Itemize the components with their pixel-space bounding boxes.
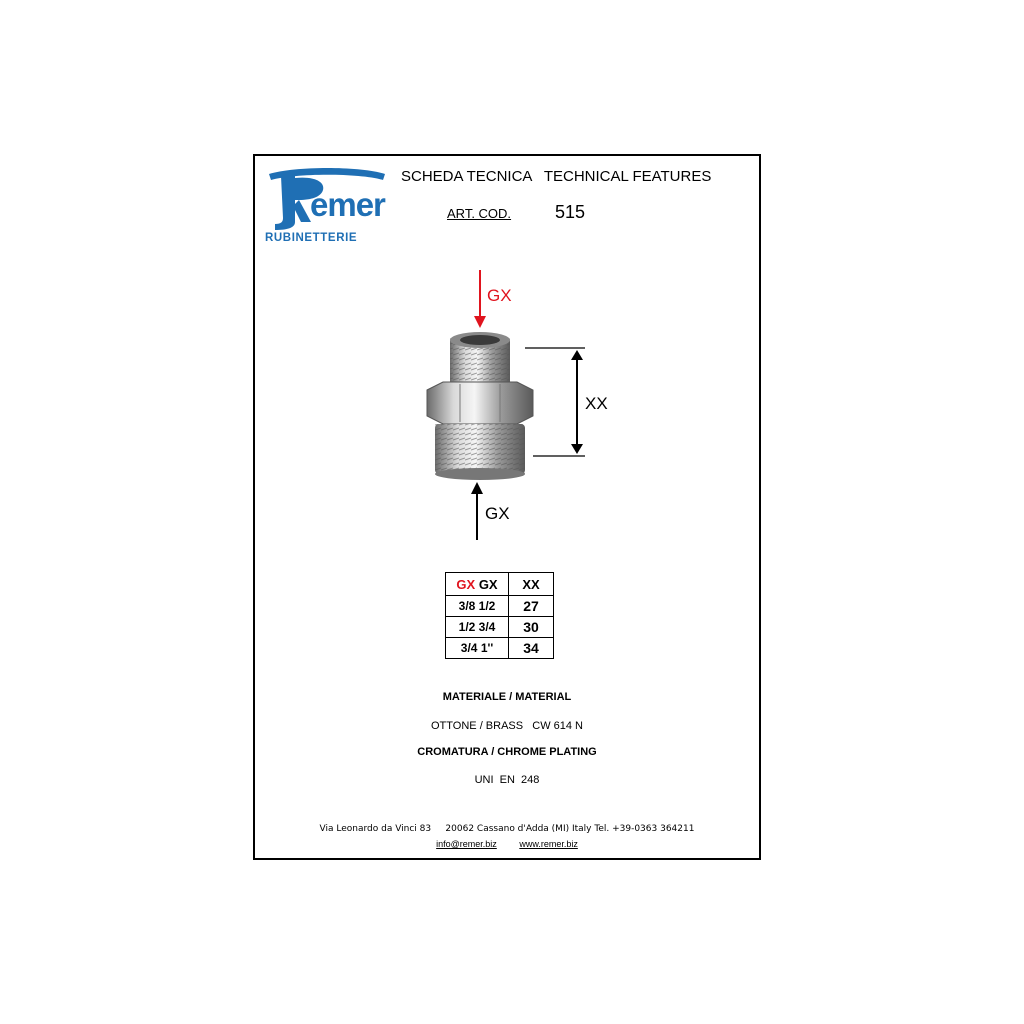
gx-header: GX GX [446,573,509,596]
technical-sheet [253,154,761,860]
material-heading: MATERIALE / MATERIAL [442,691,572,703]
logo-brand-text: emer [310,186,385,223]
table-row [446,596,554,617]
table-row [446,638,554,659]
top-gx-label: GX [487,286,512,305]
material-value: OTTONE / BRASS CW 614 N [431,720,583,732]
xx-header: XX [509,573,554,596]
xx-cell: 27 [509,596,554,617]
sizes-table [445,572,554,659]
email-link[interactable]: info@remer.biz [436,839,497,849]
footer-links [255,839,759,849]
art-code-label: ART. COD. [447,206,512,221]
plating-value: UNI EN 248 [474,774,540,786]
top-arrow-icon [474,270,486,328]
footer-address: Via Leonardo da Vinci 83 20062 Cassano d'Adda (MI) Italy Tel. +39-0363 364211 [319,824,695,834]
xx-cell: 34 [509,638,554,659]
bottom-gx-label: GX [485,504,510,523]
plating-heading: CROMATURA / CHROME PLATING [417,746,597,758]
xx-cell: 30 [509,617,554,638]
logo-subtitle: RUBINETTERIE [265,232,358,244]
size-cell: 3/8 1/2 [446,596,509,617]
size-cell: 3/4 1'' [446,638,509,659]
table-header-row [446,573,554,596]
table-row [446,617,554,638]
dimension-marker [525,348,585,456]
art-code-value: 515 [555,202,586,222]
sheet-title: SCHEDA TECNICA TECHNICAL FEATURES [401,168,712,185]
bottom-arrow-icon [471,482,483,540]
size-cell: 1/2 3/4 [446,617,509,638]
xx-dimension-label: XX [585,394,608,413]
website-link[interactable]: www.remer.biz [519,839,578,849]
